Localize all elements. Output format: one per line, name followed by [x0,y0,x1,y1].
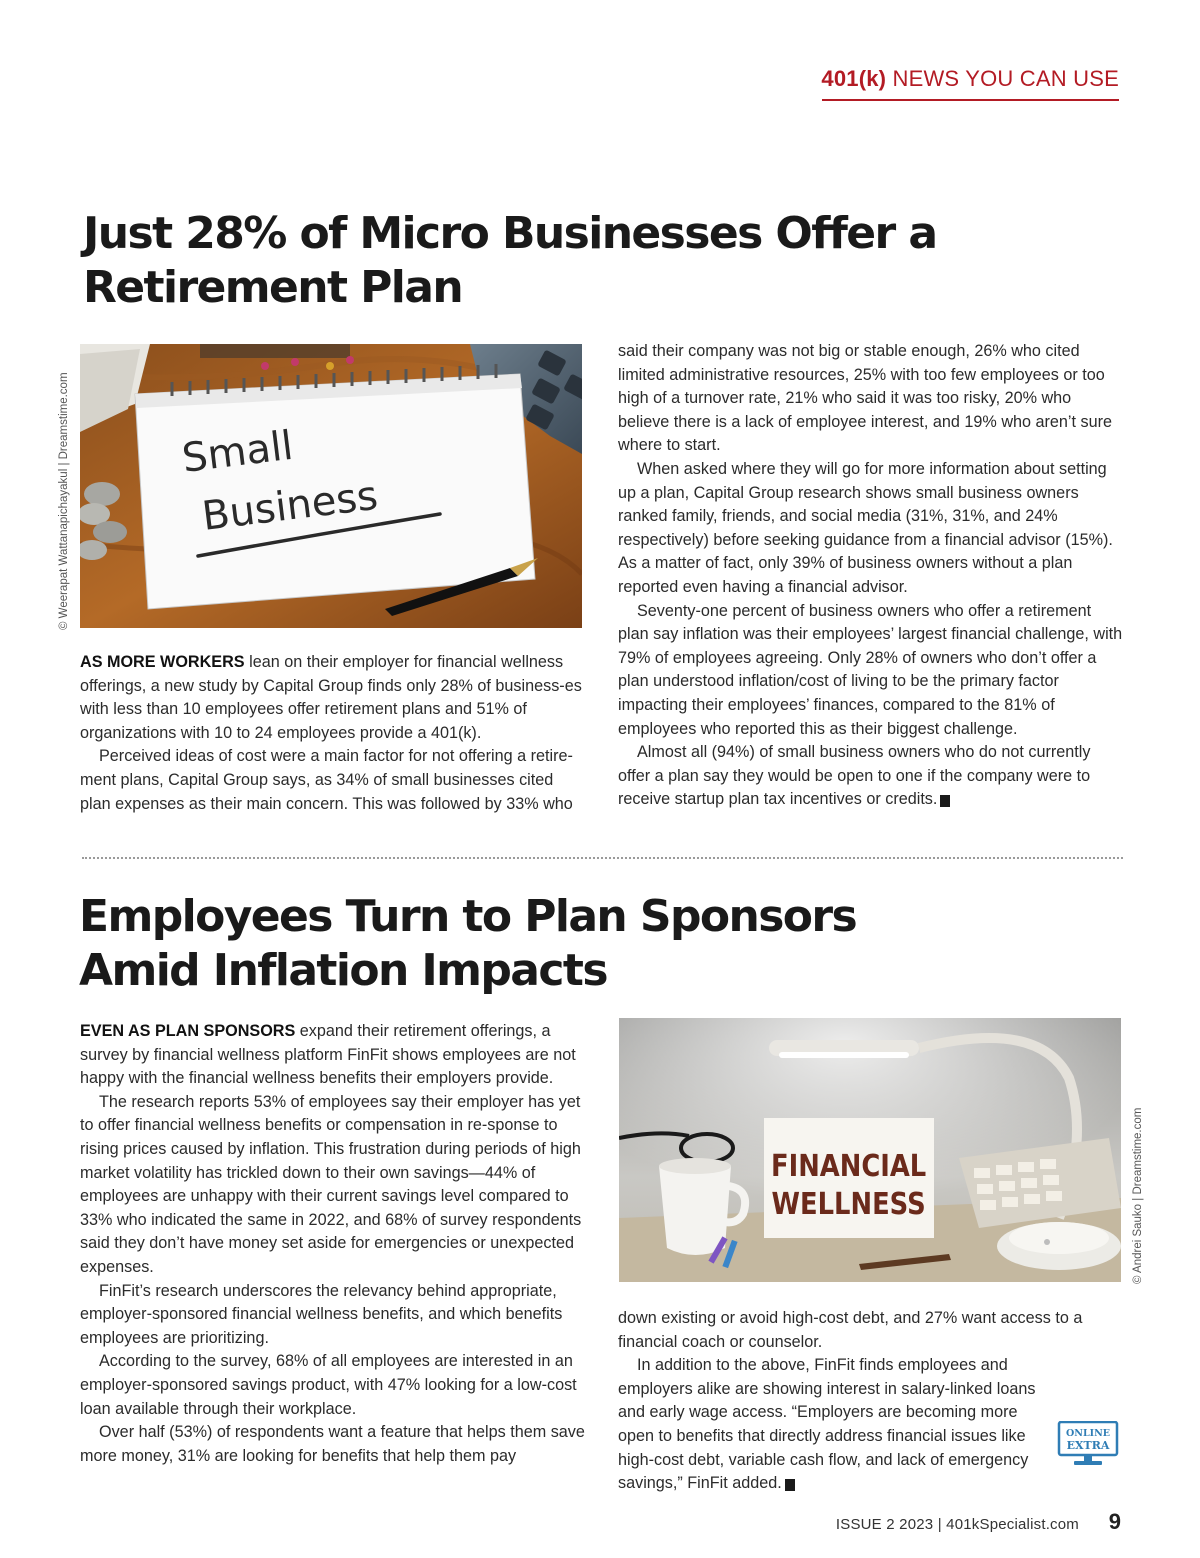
section-label-bold: 401(k) [821,66,887,91]
article1-paragraph-4: When asked where they will go for more information about setting up a plan, Capital Group research shows small business owners ranked family, friends, and social media (31%, 31%, and 24% respectively) before seeking guidance from a financial advisor (15%). As a matter of fact, only 39% of business owners without a plan reported even having a financial advisor. [618,459,1113,596]
end-mark-icon: K [785,1479,795,1491]
article1-paragraph-3: said their company was not big or stable enough, 26% who cited limited administrative resources, 25% with too few employees or too high of a turnover rate, 21% who said it was too risky, 20% who believe there is a lack of employee interest, and 19% who aren’t sure where to start. [618,342,1112,455]
small-business-photo [80,344,582,628]
small-business-photo-line2: Business [199,472,381,540]
online-extra-line2: EXTRA [1066,1439,1110,1452]
online-extra-line1: ONLINE [1065,1428,1111,1439]
article1-paragraph-1-text: lean on their employer for financial wellness offerings, a new study by Capital Group finds only 28% of business-es with less than 10 employees offer retirement plans and 51% of organizations with 10 to 24 employees provide a 401(k). [80,653,582,742]
article2-headline-line1: Employees Turn to Plan Sponsors [79,891,857,942]
article1-paragraph-2: Perceived ideas of cost were a main factor for not offering a retire-ment plans, Capital Group says, as 34% of small businesses cited plan expenses as their main concern. This was followed by 33% who [80,747,573,813]
article2-headline-line2: Amid Inflation Impacts [79,945,607,996]
article1-headline-line1: Just 28% of Micro Businesses Offer a [83,208,937,259]
article2-paragraph-7 [618,1354,1123,1496]
article2-column-left [80,1020,585,1468]
financial-wellness-photo-line1: FINANCIAL [770,1148,927,1184]
article1-paragraph-5: Seventy-one percent of business owners who offer a retirement plan say inflation was their employees’ largest financial challenge, with 79% of employees agreeing. Only 28% of owners who don’t offer a plan understood inflation/cost of living to be the primary factor impacting their employees’ finances, compared to the 81% of employees who reported this as their biggest challenge. [618,601,1123,738]
article1-column-right [618,340,1123,812]
section-label-rest: NEWS YOU CAN USE [886,66,1119,91]
section-rule [822,99,1119,101]
article2-paragraph-5: Over half (53%) of respondents want a feature that helps them save more money, 31% are looking for benefits that help them pay [80,1423,585,1465]
end-mark-icon: K [940,795,950,807]
article1-paragraph-1 [80,651,588,745]
article1-paragraph-6-text: Almost all (94%) of small business owners who do not currently offer a plan say they would be open to one if the company were to receive startup plan tax incentives or credits. [618,743,1091,809]
article1-paragraph-6 [618,741,1123,812]
page-number: 9 [1108,1509,1121,1534]
article2-lead-in: EVEN AS PLAN SPONSORS [80,1022,296,1040]
article2-paragraph-7-text: In addition to the above, FinFit finds employees and employers alike are showing interest in salary-linked loans and early wage access. “Employers are becoming more open to benefits that directly address financial issues like high-cost debt, variable cash flow, and lack of emergency savings,” FinFit added. [618,1356,1036,1493]
article2-paragraph-6: down existing or avoid high-cost debt, and 27% want access to a financial coach or counselor. [618,1309,1083,1351]
article2-paragraph-1 [80,1020,585,1091]
article2-paragraph-1-text: expand their retirement offerings, a survey by financial wellness platform FinFit shows employees are not happy with the financial wellness benefits their employers provide. [80,1022,576,1088]
article2-headline [79,890,1079,998]
article2-paragraph-4: According to the survey, 68% of all employees are interested in an employer-sponsored savings product, with 47% looking for a low-cost loan available through their workplace. [80,1352,577,1418]
article1-lead-in: AS MORE WORKERS [80,653,245,671]
online-extra-badge-icon[interactable] [1056,1421,1120,1467]
small-business-photo-line1: Small [179,422,296,482]
article1-photo-credit: © Weerapat Wattanapichayakul | Dreamstime.com [58,372,70,630]
article2-paragraph-2: The research reports 53% of employees say their employer has yet to offer financial wellness benefits or compensation in re-sponse to rising prices caused by inflation. This frustration during periods of high market volatility has trickled down to their own savings—44% of employees are unhappy with their current savings level compared to 33% who indicated the same in 2022, and 68% of survey respondents said they don’t have money set aside for emergencies or unexpected expenses. [80,1092,582,1276]
footer-issue-info: ISSUE 2 2023 | 401kSpecialist.com [835,1516,1079,1533]
article1-column-left [80,651,588,816]
article1-headline-line2: Retirement Plan [83,262,463,313]
article-divider [82,857,1123,859]
article2-column-right [618,1307,1123,1496]
section-label [821,66,1119,92]
financial-wellness-photo [619,1018,1121,1282]
article2-paragraph-3: FinFit’s research underscores the relevancy behind appropriate, employer-sponsored financial wellness benefits, and which benefits employees are prioritizing. [80,1281,563,1347]
article1-headline [83,207,1083,315]
financial-wellness-photo-line2: WELLNESS [771,1186,926,1222]
article2-photo-credit: © Andrei Sauko | Dreamstime.com [1132,1107,1144,1284]
